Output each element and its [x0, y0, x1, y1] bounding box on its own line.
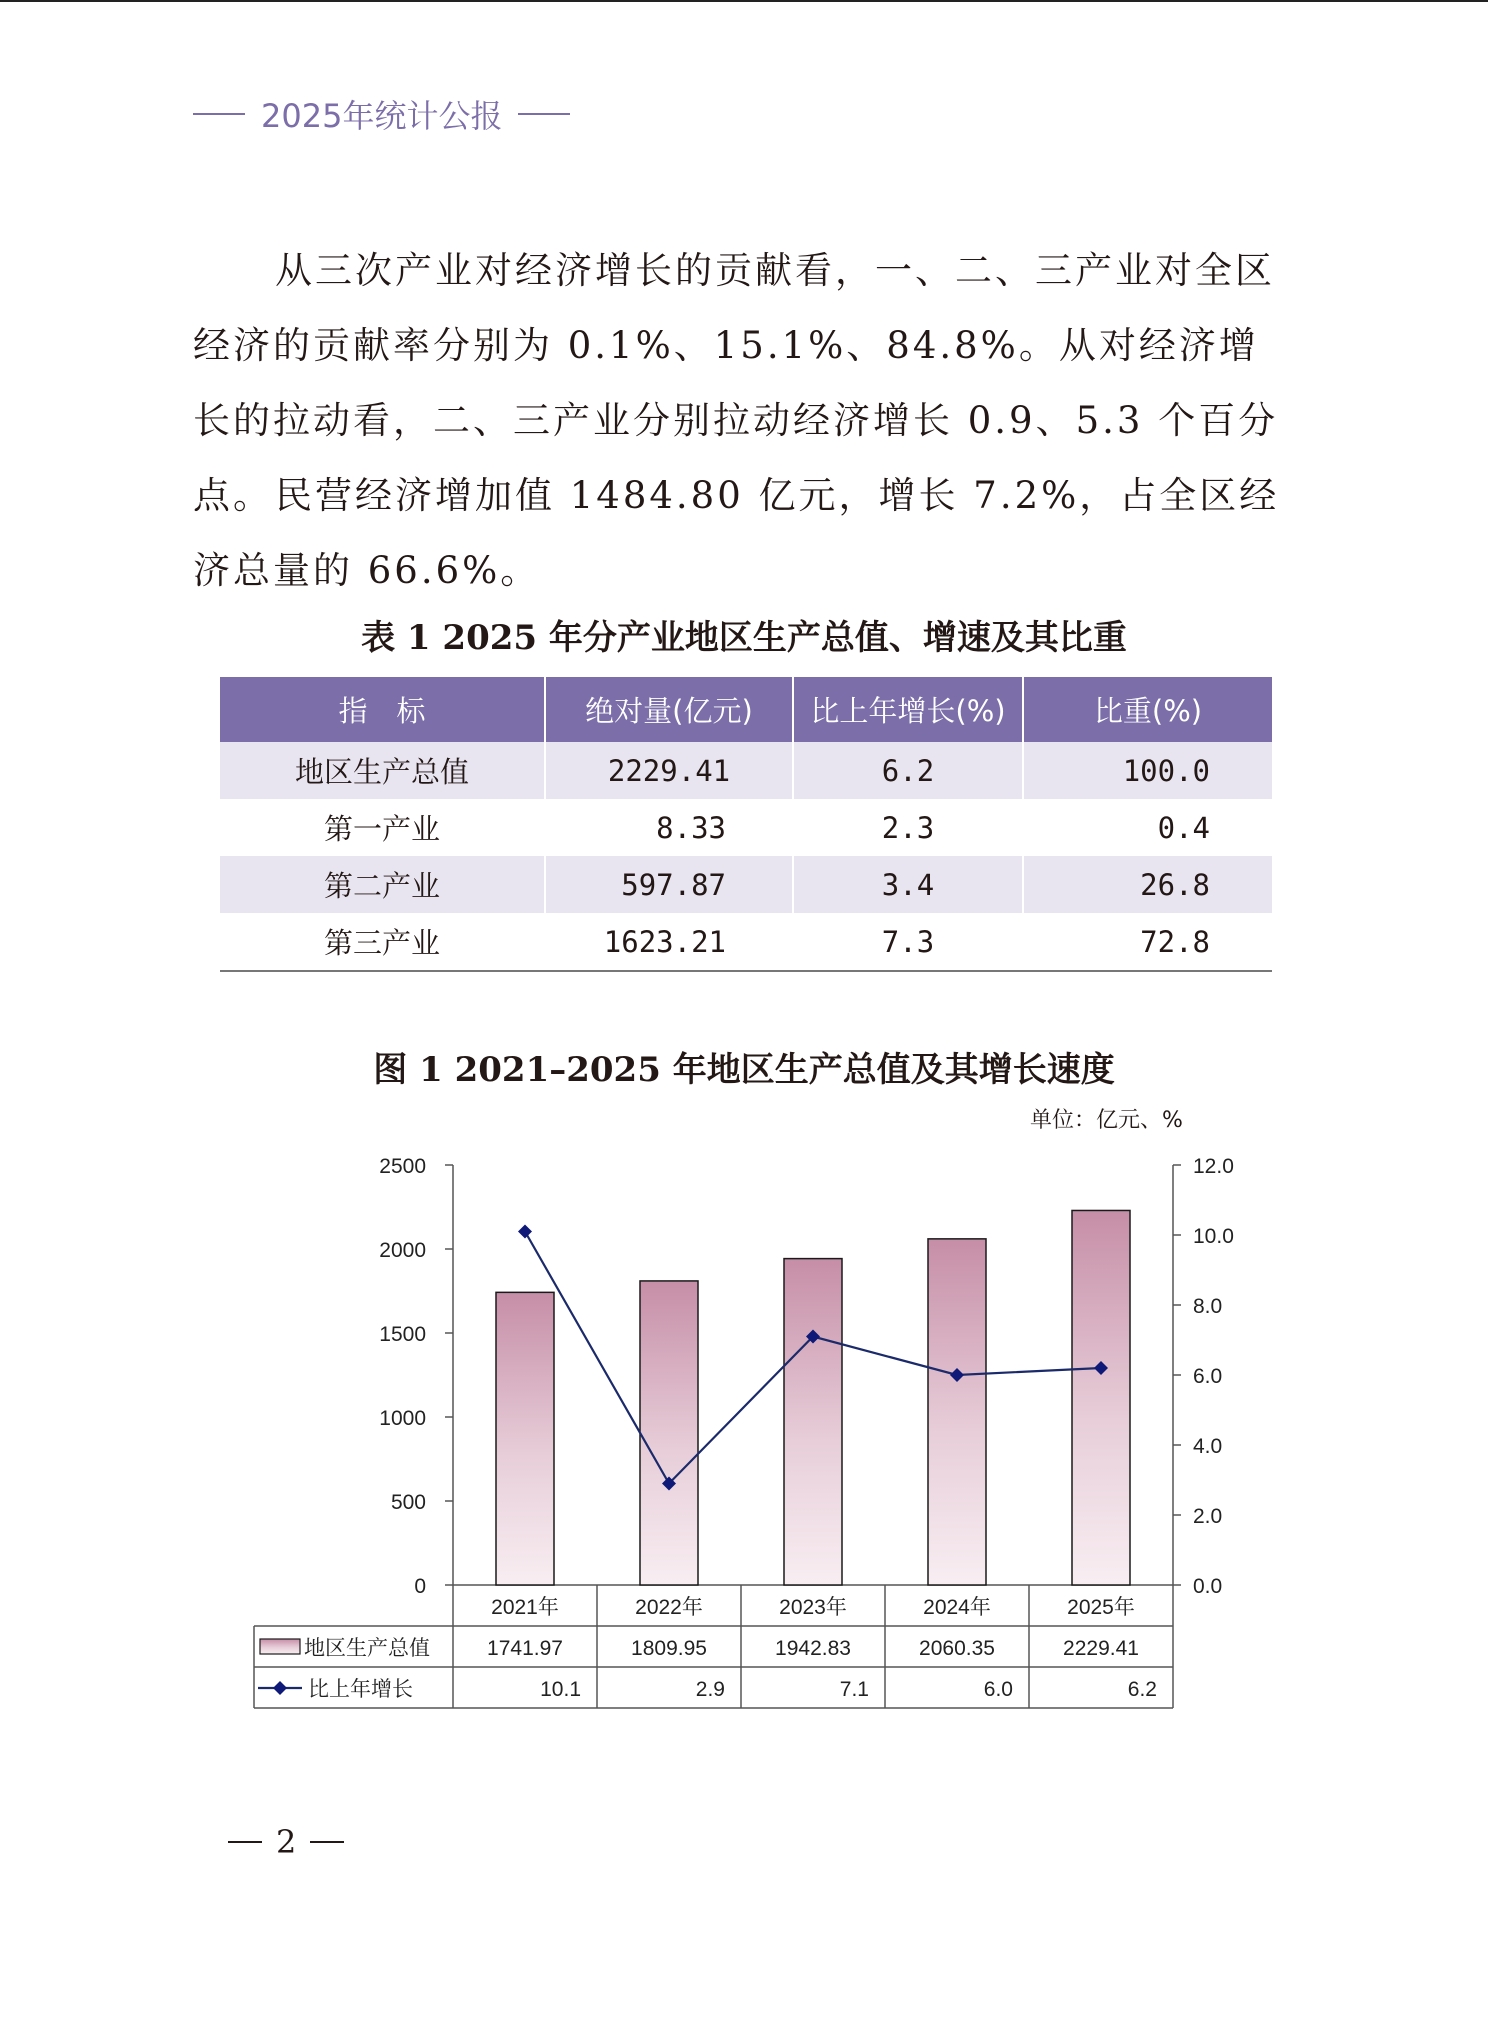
- cell-absolute: 597.87: [545, 856, 793, 913]
- row-label: 第一产业: [220, 799, 545, 856]
- column-header-absolute: 绝对量(亿元): [545, 677, 793, 742]
- chart-unit-label: 单位：亿元、%: [1030, 1108, 1183, 1133]
- right-tick-label: 10.0: [1193, 1225, 1234, 1248]
- footer-dash-left: [228, 1841, 262, 1843]
- chart-plot-area: [379, 1155, 1234, 1598]
- left-tick-label: 2500: [379, 1155, 426, 1178]
- growth-value-label: 6.0: [983, 1678, 1013, 1701]
- legend-swatch-growth-marker: [273, 1681, 287, 1695]
- gdp-value-label: 2229.41: [1063, 1637, 1139, 1660]
- legend-row-growth: [258, 1678, 413, 1701]
- table-caption: 表 1 2025 年分产业地区生产总值、增速及其比重: [361, 618, 1127, 658]
- right-tick-label: 4.0: [1193, 1435, 1223, 1458]
- row-label: 地区生产总值: [220, 742, 545, 799]
- figure-caption: 图 1 2021–2025 年地区生产总值及其增长速度: [373, 1050, 1115, 1090]
- left-tick-label: 2000: [379, 1239, 426, 1262]
- gdp-value-label: 1809.95: [631, 1637, 707, 1660]
- right-tick-label: 2.0: [1193, 1505, 1223, 1528]
- left-tick-label: 500: [390, 1491, 426, 1514]
- cell-absolute: 2229.41: [545, 742, 793, 799]
- cell-growth: 3.4: [793, 856, 1023, 913]
- gdp-bar: [496, 1292, 554, 1585]
- page-footer: [228, 1823, 358, 1861]
- x-category-label: 2023年: [779, 1596, 847, 1619]
- x-category-label: 2025年: [1067, 1596, 1135, 1619]
- cell-absolute: 8.33: [545, 799, 793, 856]
- gdp-bar: [784, 1259, 842, 1585]
- cell-share: 26.8: [1023, 856, 1272, 913]
- paragraph-text: 从三次产业对经济增长的贡献看，一、二、三产业对全区经济的贡献率分别为 0.1%、15.1%、84.8%。从对经济增长的拉动看，二、三产业分别拉动经济增长 0.9、5.3 个百分点。: [193, 249, 1279, 517]
- growth-value-label: 6.2: [1127, 1678, 1157, 1701]
- row-label: 第三产业: [220, 913, 545, 971]
- legend-label-growth: 比上年增长: [308, 1678, 413, 1701]
- gdp-value-label: 1942.83: [775, 1637, 851, 1660]
- growth-value-label: 10.1: [540, 1678, 581, 1701]
- footer-dash-right: [310, 1841, 344, 1843]
- cell-share: 72.8: [1023, 913, 1272, 971]
- x-category-label: 2022年: [635, 1596, 703, 1619]
- cell-share: 100.0: [1023, 742, 1272, 799]
- header-title: 2025年统计公报: [261, 97, 503, 135]
- right-tick-label: 12.0: [1193, 1155, 1234, 1178]
- cell-share: 0.4: [1157, 810, 1210, 845]
- left-tick-label: 1500: [379, 1323, 426, 1346]
- gdp-value-label: 1741.97: [487, 1637, 563, 1660]
- cell-absolute: 1623.21: [545, 913, 793, 971]
- growth-value-label: 2.9: [695, 1678, 725, 1701]
- column-header-share: 比重(%): [1023, 677, 1272, 742]
- gdp-bar: [1072, 1210, 1130, 1585]
- right-tick-label: 0.0: [1193, 1575, 1223, 1598]
- cell-growth: 2.3: [793, 799, 1023, 856]
- growth-marker: [518, 1225, 532, 1239]
- legend-label-gdp: 地区生产总值: [304, 1637, 430, 1660]
- paragraph-text: 民营经济增加值 1484.80 亿元，增长 7.2%，占全区经济总量的 66.6%。: [193, 474, 1280, 592]
- page-number: 2: [276, 1823, 297, 1861]
- cell-growth: 7.3: [793, 913, 1023, 971]
- legend-row-gdp: [260, 1637, 430, 1660]
- right-tick-label: 6.0: [1193, 1365, 1223, 1388]
- gdp-bar: [640, 1281, 698, 1585]
- chart-data-table: [254, 1585, 1173, 1708]
- gdp-bar: [928, 1239, 986, 1585]
- left-tick-label: 0: [414, 1575, 426, 1598]
- gdp-value-label: 2060.35: [919, 1637, 995, 1660]
- column-header-growth: 比上年增长(%): [793, 677, 1023, 742]
- cell-growth: 6.2: [793, 742, 1023, 799]
- x-category-label: 2021年: [491, 1596, 559, 1619]
- column-header-indicator: 指 标: [220, 677, 545, 742]
- left-tick-label: 1000: [379, 1407, 426, 1430]
- row-label: 第二产业: [220, 856, 545, 913]
- legend-swatch-gdp: [260, 1639, 300, 1654]
- x-category-label: 2024年: [923, 1596, 991, 1619]
- right-tick-label: 8.0: [1193, 1295, 1223, 1318]
- growth-value-label: 7.1: [839, 1678, 869, 1701]
